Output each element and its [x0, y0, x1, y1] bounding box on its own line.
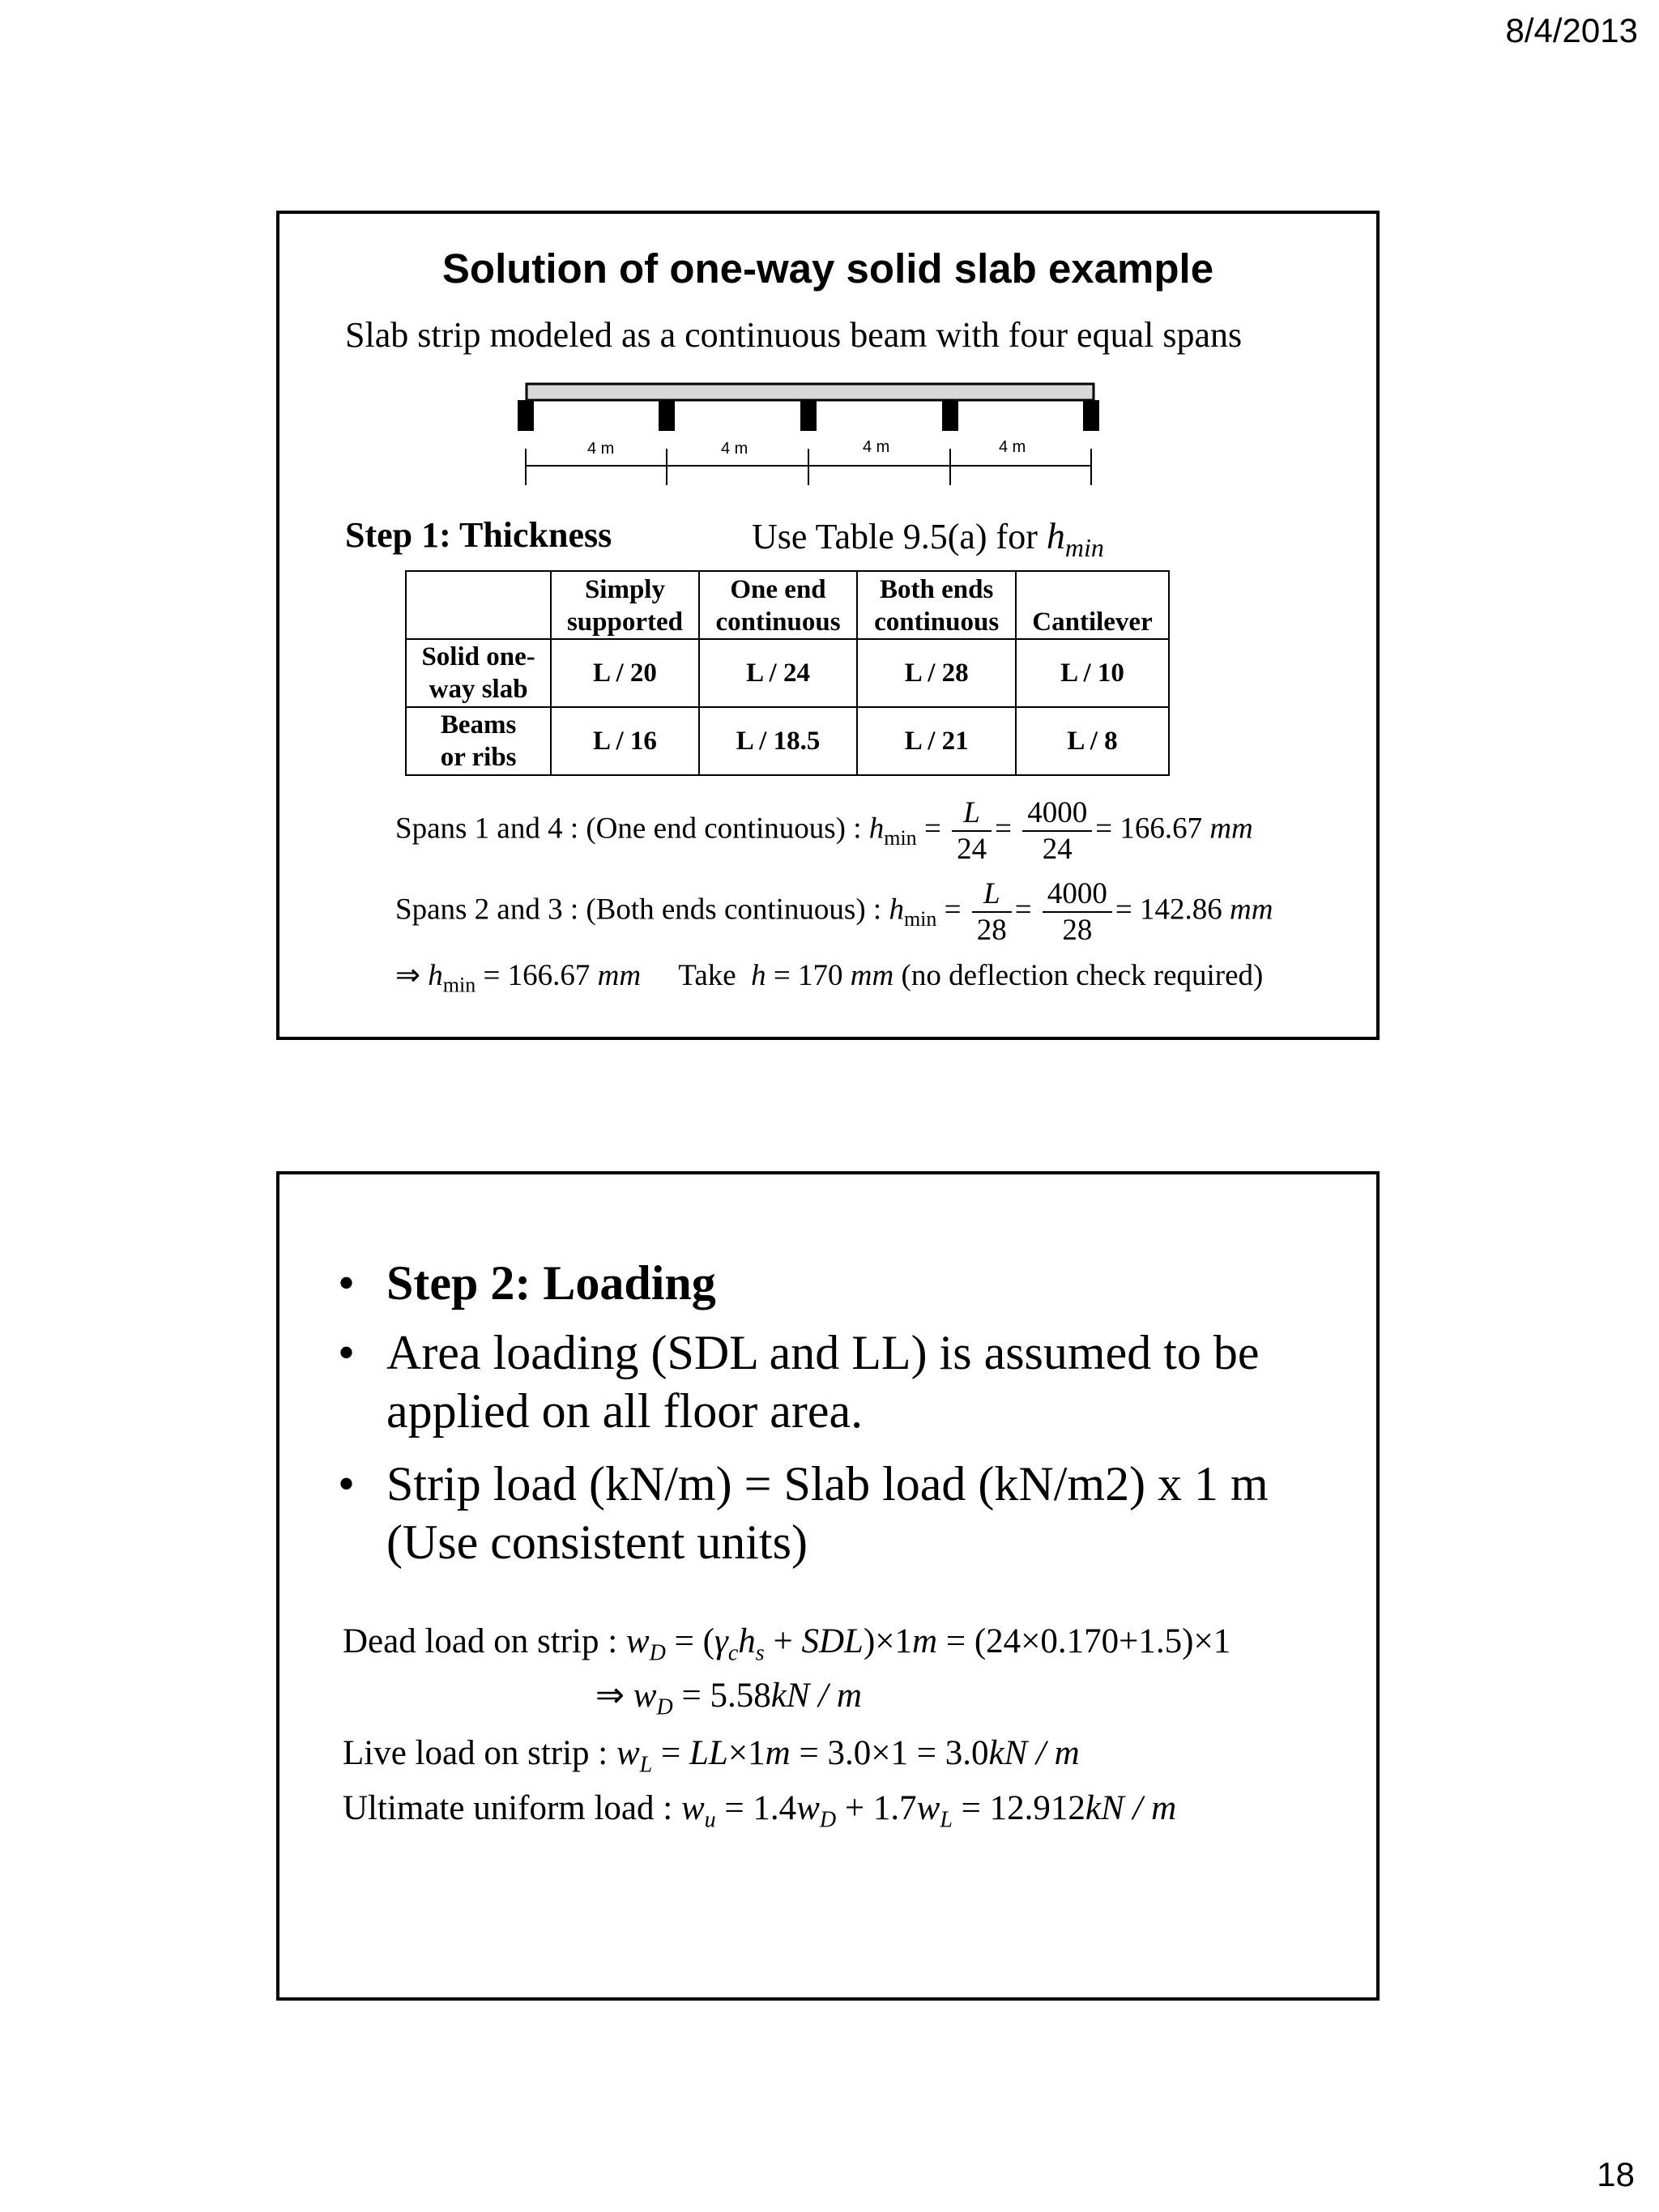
table-header-row — [406, 571, 1169, 639]
slide-step2 — [276, 1171, 1380, 2001]
table-cell: L / 24 — [699, 639, 858, 707]
row-label: Solid one- way slab — [406, 639, 551, 707]
table-cell: L / 21 — [857, 707, 1016, 775]
bullet-text: Step 2: Loading — [386, 1256, 716, 1310]
table-header: Both ends continuous — [857, 571, 1016, 639]
slide-step1 — [276, 211, 1380, 1040]
table-cell: L / 8 — [1016, 707, 1169, 775]
equation-spans-1-4: Spans 1 and 4 : (One end continuous) : $h_{min}$ = $\frac{L}{24}$ = $\frac{4000}{24}$ = 166.67 mm — [395, 796, 1253, 866]
beam-diagram — [279, 214, 1383, 505]
table-corner — [406, 571, 551, 639]
support-2 — [659, 400, 675, 431]
bullet-text: Area loading (SDL and LL) is assumed to be applied on all floor area. — [386, 1326, 1260, 1438]
span-label: 4 m — [721, 440, 748, 458]
table-row — [406, 639, 1169, 707]
support-5 — [1083, 400, 1099, 431]
table-cell: L / 16 — [551, 707, 699, 775]
use-table-note: Use Table 9.5(a) for $h_{min}$ — [752, 515, 1104, 562]
equation-result: ⇒ $h_{min} = 166.67$ mm Take h = 170 mm (no deflection check required) — [395, 959, 1264, 997]
dead-load-equation: Dead load on strip : $w_D = (\gamma_ch_s + SDL)\times 1m = (24\times 0.170+1.5)\times 1$ — [343, 1622, 1231, 1666]
support-3 — [800, 400, 817, 431]
span-label: 4 m — [863, 438, 890, 456]
beam-body — [527, 384, 1094, 400]
row-label: Beams or ribs — [406, 707, 551, 775]
table-cell: L / 10 — [1016, 639, 1169, 707]
table-header: One end continuous — [699, 571, 858, 639]
live-load-equation: Live load on strip : $w_L = LL\times 1m = 3.0\times 1 = 3.0kN / m$ — [343, 1734, 1080, 1778]
span-label: 4 m — [999, 438, 1026, 456]
step1-heading: Step 1: Thickness — [345, 515, 612, 555]
table-cell: L / 18.5 — [699, 707, 858, 775]
slide-subtitle: Slab strip modeled as a continuous beam with four equal spans — [345, 315, 1243, 355]
ultimate-load-equation: Ultimate uniform load : $w_u = 1.4w_D + 1.7w_L = 12.912kN / m$ — [343, 1789, 1177, 1833]
table-cell: L / 28 — [857, 639, 1016, 707]
dead-load-result: ⇒ $w_D = 5.58kN / m$ — [595, 1677, 862, 1720]
table-header: Cantilever — [1016, 571, 1169, 639]
table-header: Simply supported — [551, 571, 699, 639]
table-row — [406, 707, 1169, 775]
min-thickness-table — [405, 570, 1170, 776]
bullet-text: Strip load (kN/m) = Slab load (kN/m2) x 1 m (Use consistent units) — [386, 1457, 1269, 1569]
page-number: 18 — [1597, 2155, 1635, 2193]
support-4 — [942, 400, 958, 431]
table-cell: L / 20 — [551, 639, 699, 707]
span-label: 4 m — [587, 440, 615, 458]
slide-title: Solution of one-way solid slab example — [441, 245, 1214, 292]
equation-spans-2-3: Spans 2 and 3 : (Both ends continuous) : $h_{min}$ = $\frac{L}{28}$ = $\frac{4000}{28}$ = 142.86 mm — [395, 877, 1273, 947]
slide-date: 8/4/2013 — [1505, 11, 1638, 49]
bullet-dot: • — [338, 1457, 356, 1511]
bullet-dot: • — [338, 1326, 356, 1379]
support-1 — [518, 400, 534, 431]
bullet-dot: • — [338, 1256, 356, 1310]
